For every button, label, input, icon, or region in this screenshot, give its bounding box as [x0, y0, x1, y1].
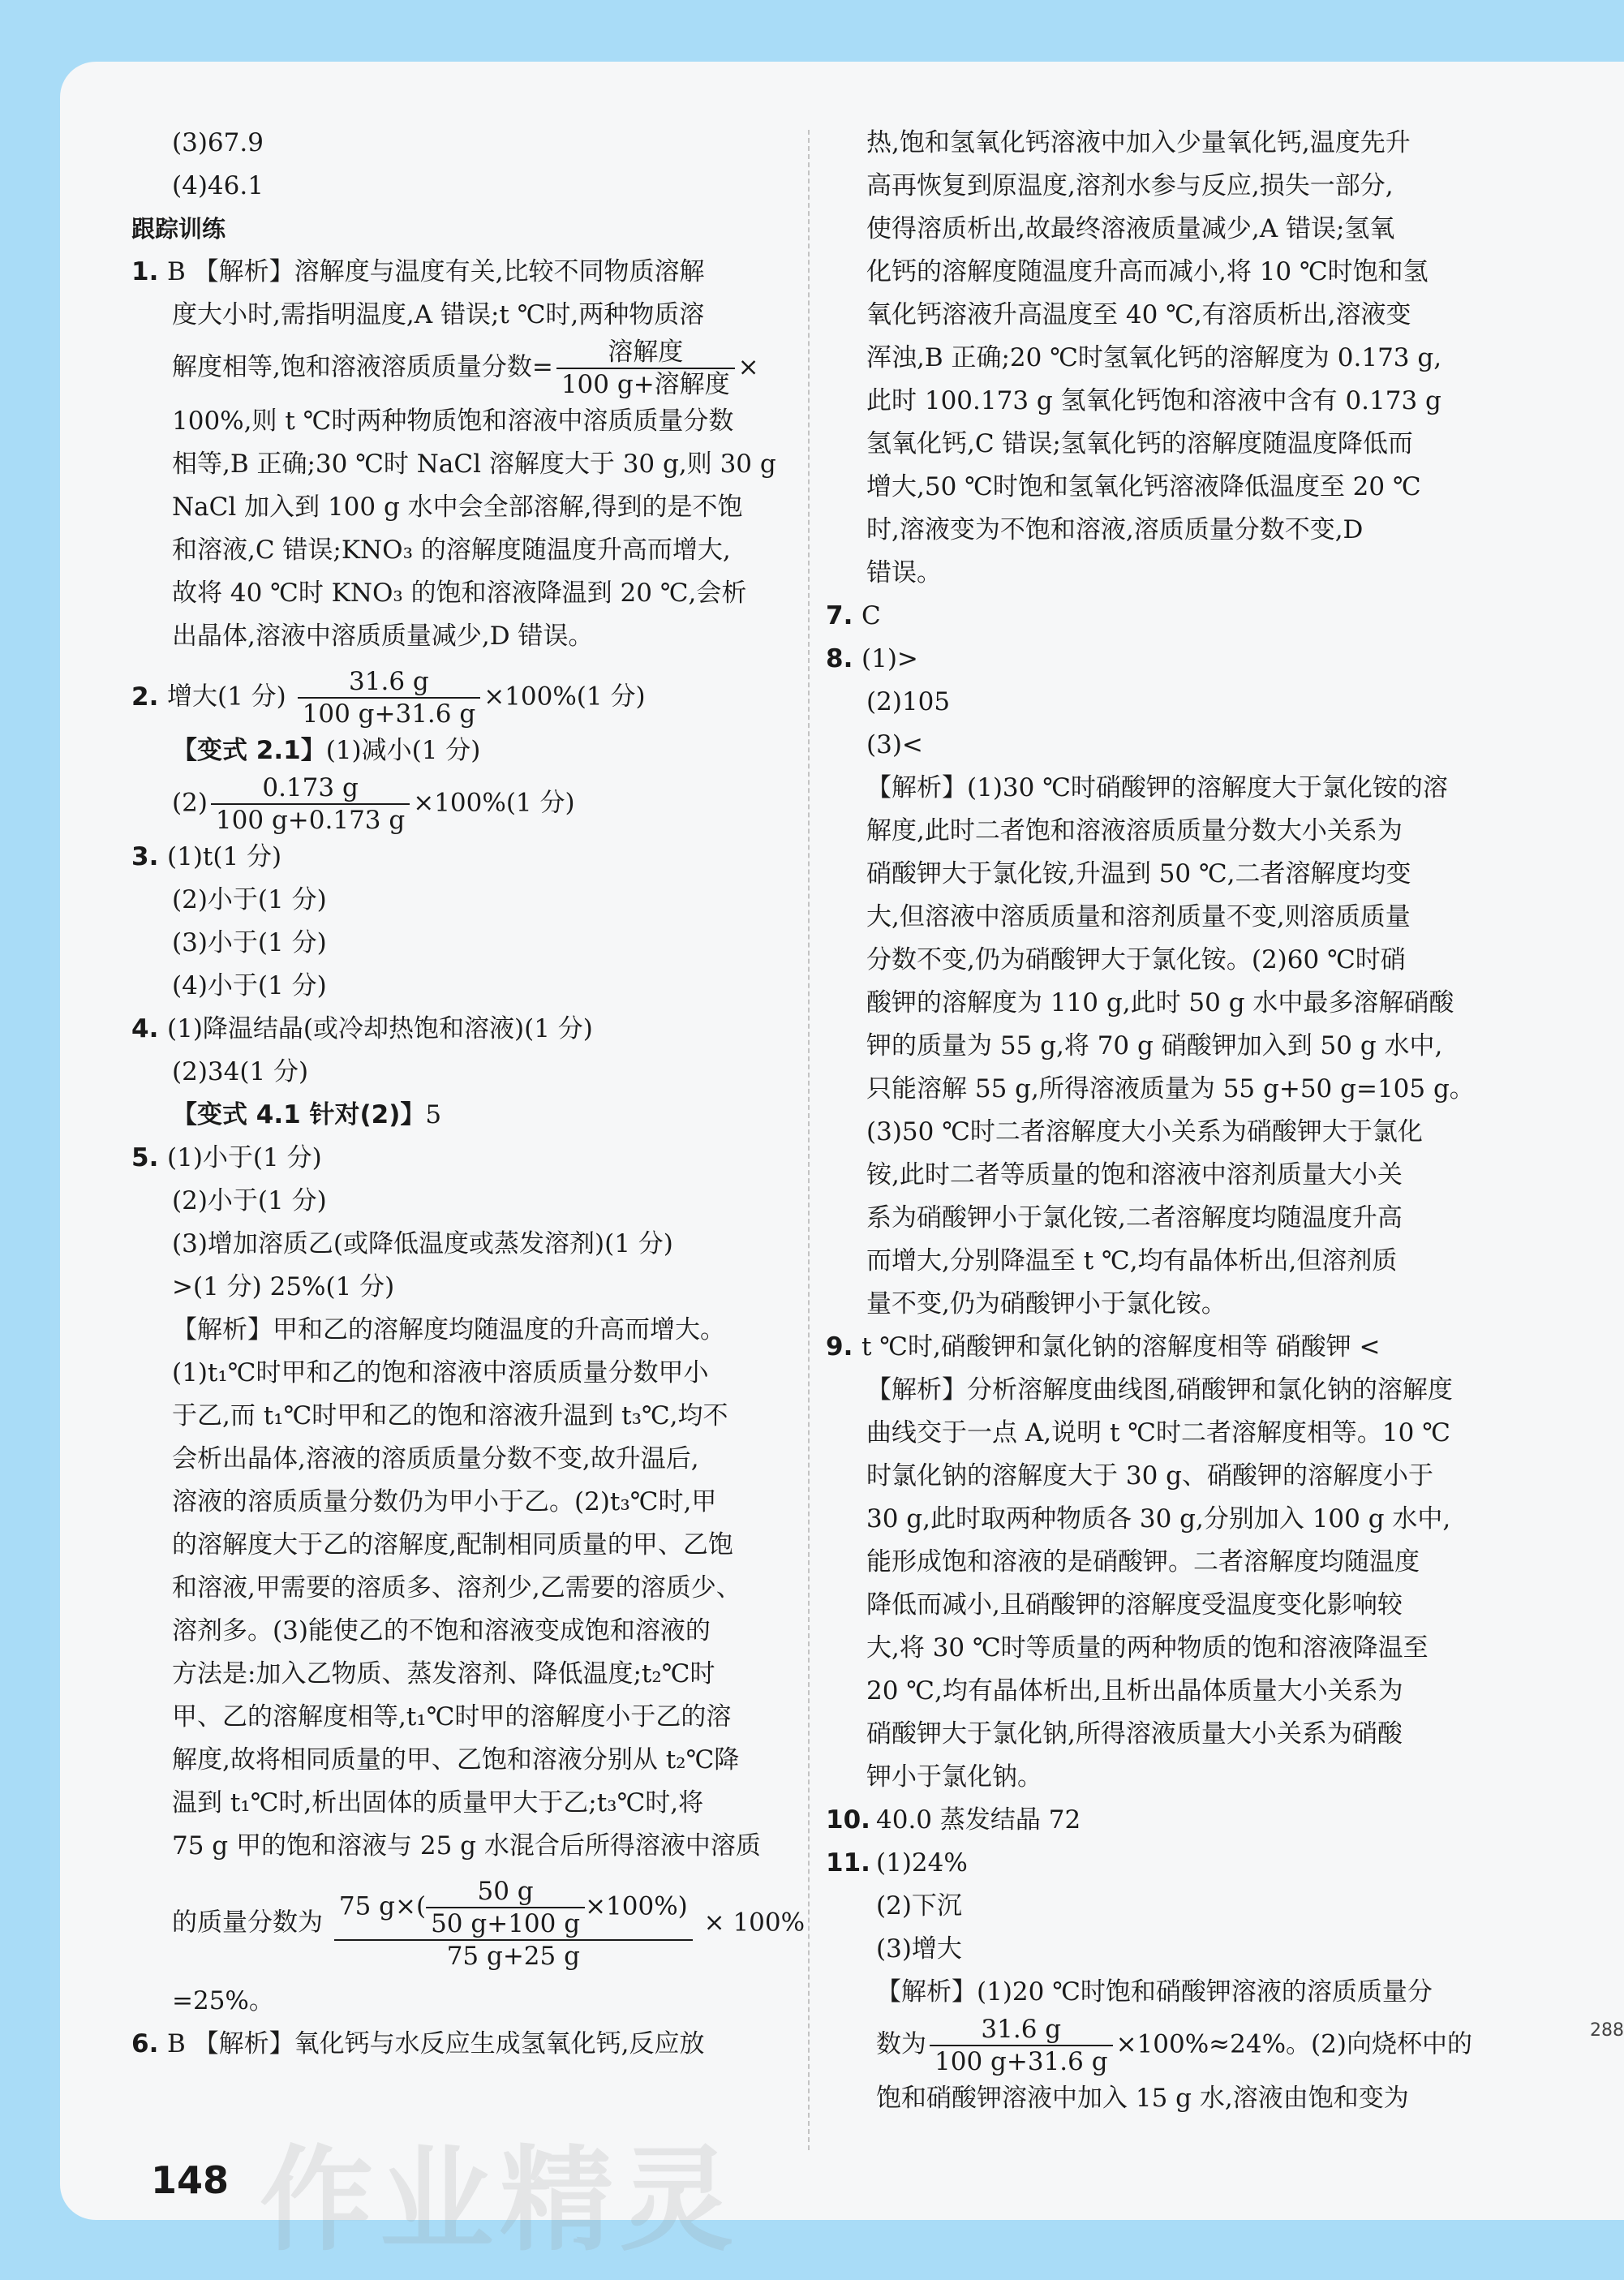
answer-text: (1)t(1 分): [167, 842, 282, 871]
answer-text: t ℃时,硝酸钾和氯化钠的溶解度相等 硝酸钾 <: [861, 1332, 1381, 1362]
question-number: 5.: [131, 1143, 159, 1172]
answer-text: (1)>: [861, 644, 918, 673]
fraction: $\frac{31.6 g}{100 g+31.6 g}$: [930, 2014, 1113, 2077]
left-column: (3)67.9 (4)46.1 跟踪训练 1. B 【解析】溶解度与温度有关,比较不同物质溶解 度大小时,需指明温度,A 错误;t ℃时,两种物质溶 解度相等,饱和溶液溶质质量分数= $\frac{\text{溶解度}}{\text{100 g+溶解度}}$ × 100%,则 t ℃时两种物质饱和溶液中溶质质量分数 相等,B 正确;30 ℃时 NaCl 溶解度大于 30 g,则 30 g NaCl 加入到 100 g 水中会全部溶解,得到的是不饱 和溶液,C 错误;KNO₃ 的溶解度随温度升高而增大, 故将 40 ℃时 KNO₃ 的饱和溶液降温到 20 ℃,会析 出晶体,溶液中溶质质量减少,D 错误。 2. 增大(1 分) $\frac{31.6 g}{100 g+31.6 g}$ ×100%(1 分) 【变式 2.1】(1)减小(1 分) (2) $\frac{0.173 g}{100 g+0.173 g}$ ×100%(1 分) 3. (1)t(1 分) (2)小于(1 分) (3)小于(1 分) (4)小于(1 分) 4. (1)降温结晶(或冷却热饱和溶液)(1 分) (2)34(1 分) 【变式 4.1 针对(2)】5 5. (1)小于(1 分) (2)小于(1 分) (3)增加溶质乙(或降低温度或蒸发溶剂)(1 分) >(1 分) 25%(1 分) 【解析】甲和乙的溶解度均随温度的升高而增大。 (1)t₁℃时甲和乙的饱和溶液中溶质质量分数甲小 于乙,而 t₁℃时甲和乙的饱和溶液升温到 t₃℃,均不 会析出晶体,溶液的溶质质量分数不变,故升温后, 溶液的溶质质量分数仍为甲小于乙。(2)t₃℃时,甲 的溶解度大于乙的溶解度,配制相同质量的甲、乙饱 和溶液,甲需要的溶质多、溶剂少,乙需要的溶质少、 溶剂多。(3)能使乙的不饱和溶液变成饱和溶液的 方法是:加入乙物质、蒸发溶剂、降低温度;t₂℃时 甲、乙的溶解度相等,t₁℃时甲的溶解度小于乙的溶 解度,故将相同质量的甲、乙饱和溶液分别从 t₂℃降 温到 t₁℃时,析出固体的质量甲大于乙;t₃℃时,将 75 g 甲的饱和溶液与 25 g 水混合后所得溶液中溶质 的质量分数为 75 g×( $\frac{50 g}{50 g+100 g}$ ×100%) 75 g+25 g × 100% =25%。 6. B 【解析】氧化钙与水反应生成氢氧化钙,反应放: [131, 122, 790, 2066]
question-number: 7.: [826, 601, 853, 630]
question-number: 10.: [826, 1805, 870, 1835]
analysis-text: 【解析】(1)20 ℃时饱和硝酸钾溶液的溶质质量分: [876, 1977, 1433, 2007]
answer-text: B 【解析】氧化钙与水反应生成氢氧化钙,反应放: [167, 2029, 705, 2058]
question-number: 6.: [131, 2029, 159, 2058]
fraction: $\frac{31.6 g}{100 g+31.6 g}$: [298, 666, 481, 729]
answer-text: 40.0 蒸发结晶 72: [876, 1805, 1081, 1835]
fraction: $\frac{0.173 g}{100 g+0.173 g}$: [211, 772, 410, 836]
question-number: 9.: [826, 1332, 853, 1362]
answer-line: (4)46.1: [172, 171, 264, 200]
column-divider: [808, 130, 810, 2150]
question-number: 4.: [131, 1014, 159, 1043]
question-number: 11.: [826, 1848, 870, 1878]
side-number: 288: [1590, 2020, 1624, 2041]
question-number: 3.: [131, 842, 159, 871]
section-heading: 跟踪训练: [131, 215, 226, 243]
analysis-text: 【解析】甲和乙的溶解度均随温度的升高而增大。: [172, 1315, 725, 1344]
question-number: 8.: [826, 644, 853, 673]
answer-text: C: [861, 601, 881, 630]
analysis-text: 【解析】(1)30 ℃时硝酸钾的溶解度大于氯化铵的溶: [866, 773, 1448, 802]
answer-text: (1)降温结晶(或冷却热饱和溶液)(1 分): [167, 1014, 593, 1043]
page-number: 148: [151, 2158, 230, 2202]
answer-text: (1)小于(1 分): [167, 1143, 322, 1172]
question-number: 1.: [131, 257, 159, 286]
watermark: 作业精灵: [260, 2135, 741, 2267]
fraction: $\frac{\text{溶解度}}{\text{100 g+溶解度}}$: [556, 337, 735, 400]
analysis-text: 【解析】分析溶解度曲线图,硝酸钾和氯化钠的溶解度: [866, 1375, 1453, 1405]
right-column: 热,饱和氢氧化钙溶液中加入少量氧化钙,温度先升 高再恢复到原温度,溶剂水参与反应,损失一部分, 使得溶质析出,故最终溶液质量减少,A 错误;氢氧 化钙的溶解度随温度升高而减小,将 10 ℃时饱和氢 氧化钙溶液升高温度至 40 ℃,有溶质析出,溶液变 浑浊,B 正确;20 ℃时氢氧化钙的溶解度为 0.173 g, 此时 100.173 g 氢氧化钙饱和溶液中含有 0.173 g 氢氧化钙,C 错误;氢氧化钙的溶解度随温度降低而 增大,50 ℃时饱和氢氧化钙溶液降低温度至 20 ℃ 时,溶液变为不饱和溶液,溶质质量分数不变,D 错误。 7. C 8. (1)> (2)105 (3)< 【解析】(1)30 ℃时硝酸钾的溶解度大于氯化铵的溶 解度,此时二者饱和溶液溶质质量分数大小关系为 硝酸钾大于氯化铵,升温到 50 ℃,二者溶解度均变 大,但溶液中溶质质量和溶剂质量不变,则溶质质量 分数不变,仍为硝酸钾大于氯化铵。(2)60 ℃时硝 酸钾的溶解度为 110 g,此时 50 g 水中最多溶解硝酸 钾的质量为 55 g,将 70 g 硝酸钾加入到 50 g 水中, 只能溶解 55 g,所得溶液质量为 55 g+50 g=105 g。 (3)50 ℃时二者溶解度大小关系为硝酸钾大于氯化 铵,此时二者等质量的饱和溶液中溶剂质量大小关 系为硝酸钾小于氯化铵,二者溶解度均随温度升高 而增大,分别降温至 t ℃,均有晶体析出,但溶剂质 量不变,仍为硝酸钾小于氯化铵。 9. t ℃时,硝酸钾和氯化钠的溶解度相等 硝酸钾 < 【解析】分析溶解度曲线图,硝酸钾和氯化钠的溶解度 曲线交于一点 A,说明 t ℃时二者溶解度相等。10 ℃ 时氯化钠的溶解度大于 30 g、硝酸钾的溶解度小于 30 g,此时取两种物质各 30 g,分别加入 100 g 水中, 能形成饱和溶液的是硝酸钾。二者溶解度均随温度 降低而减小,且硝酸钾的溶解度受温度变化影响较 大,将 30 ℃时等质量的两种物质的饱和溶液降温至 20 ℃,均有晶体析出,且析出晶体质量大小关系为 硝酸钾大于氯化钠,所得溶液质量大小关系为硝酸 钾小于氯化钠。 10. 40.0 蒸发结晶 72 11. (1)24% (2)下沉 (3)增大 【解析】(1)20 ℃时饱和硝酸钾溶液的溶质质量分 数为 $\frac{31.6 g}{100 g+31.6 g}$ ×100%≈24%。(2)向烧杯中的 饱和硝酸钾溶液中加入 15 g 水,溶液由饱和变为: [826, 122, 1484, 2120]
answer-text: (1)24%: [876, 1848, 968, 1878]
fraction: 75 g×( $\frac{50 g}{50 g+100 g}$ ×100%) 75 g+25 g: [334, 1876, 693, 1972]
answer-text: 热,饱和氢氧化钙溶液中加入少量氧化钙,温度先升: [866, 128, 1411, 157]
answer-text: B 【解析】溶解度与温度有关,比较不同物质溶解: [167, 257, 705, 286]
answer-line: (3)67.9: [172, 128, 264, 157]
